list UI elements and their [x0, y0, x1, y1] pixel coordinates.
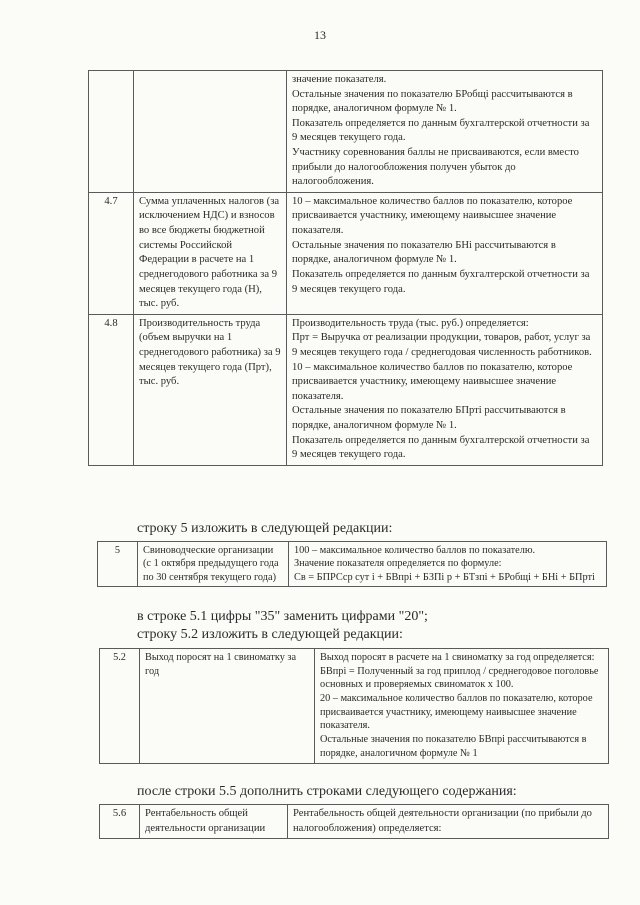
description-paragraph: Выход поросят в расчете на 1 свиноматку за год определяется:: [320, 652, 595, 663]
indicator-description: [287, 71, 603, 193]
table-row: [89, 71, 603, 193]
amendment-instruction: строку 5 изложить в следующей редакции:: [137, 521, 393, 536]
description-paragraph: Прт = Выручка от реализации продукции, товаров, работ, услуг за 9 месяцев текущего года / среднегодовая численность работников.: [292, 332, 592, 358]
description-paragraph: БВпрі = Полученный за год приплод / среднегодовое поголовье основных и проверяемых свиноматок х 100.: [320, 665, 599, 691]
description-paragraph: Остальные значения по показателю БРобщі рассчитываются в порядке, аналогичном формуле № 1.: [292, 88, 573, 115]
table-row: [89, 314, 603, 465]
indicator-name: Производительность труда (объем выручки на 1 среднегодового работника) за 9 месяцев текущего года (Прт), тыс. руб.: [134, 314, 287, 465]
indicator-description: [287, 192, 603, 314]
criteria-table-1: [88, 70, 603, 466]
description-paragraph: 100 – максимальное количество баллов по показателю.: [294, 545, 536, 556]
page-number: 13: [314, 28, 326, 42]
description-paragraph: Значение показателя определяется по формуле:: [294, 558, 502, 570]
description-paragraph: 10 – максимальное количество баллов по показателю, которое присваивается участнику, имеющему наивысшее значение показателя.: [292, 195, 573, 237]
description-paragraph: Производительность труда (тыс. руб.) определяется:: [292, 317, 529, 329]
indicator-name: Сумма уплаченных налогов (за исключением НДС) и взносов во все бюджеты бюджетной системы Российской Федерации в расчете на 1 среднегодового работника за 9 месяцев текущего года (Н), тыс. руб.: [134, 192, 287, 314]
description-paragraph: 20 – максимальное количество баллов по показателю, которое присваивается участнику, имеющему наивысшее значение показателя.: [320, 693, 593, 732]
description-paragraph: Показатель определяется по данным бухгалтерской отчетности за 9 месяцев текущего года.: [292, 434, 590, 461]
criteria-table-3: [99, 648, 609, 764]
indicator-name: [134, 71, 287, 193]
indicator-description: [315, 649, 609, 764]
indicator-description: [289, 542, 607, 587]
criteria-table-2: [97, 541, 607, 587]
amendment-instruction: строку 5.2 изложить в следующей редакции:: [137, 627, 403, 642]
indicator-name: Выход поросят на 1 свиноматку за год: [140, 649, 315, 764]
row-number: [89, 71, 134, 193]
row-number: 5.2: [100, 649, 140, 764]
table-row: [98, 542, 607, 587]
description-paragraph: Св = БПРСср сут і + БВпрі + БЗПі р + БТзпі + БРобщі + БНі + БПрті: [294, 571, 595, 583]
amendment-instruction: в строке 5.1 цифры "35" заменить цифрами "20";: [137, 609, 428, 624]
indicator-description: [287, 314, 603, 465]
description-paragraph: значение показателя.: [292, 74, 387, 85]
row-number: 5.6: [100, 805, 140, 839]
description-paragraph: Остальные значения по показателю БВпрі рассчитываются в порядке, аналогичном формуле № 1: [320, 734, 587, 759]
description-paragraph: Участнику соревнования баллы не присваиваются, если вместо прибыли до налогообложения получен убыток до налогообложения.: [292, 147, 579, 188]
indicator-description: Рентабельность общей деятельности организации (по прибыли до налогообложения) определяется:: [288, 805, 609, 839]
indicator-name: Рентабельность общей деятельности организации: [140, 805, 288, 839]
criteria-table-4: [99, 804, 609, 839]
description-paragraph: Показатель определяется по данным бухгалтерской отчетности за 9 месяцев текущего года.: [292, 117, 590, 144]
table-row: [100, 649, 609, 764]
description-paragraph: Остальные значения по показателю БПрті рассчитываются в порядке, аналогичном формуле № 1.: [292, 405, 566, 432]
table-row: [100, 805, 609, 839]
row-number: 5: [98, 542, 138, 587]
table-row: [89, 192, 603, 314]
description-paragraph: 10 – максимальное количество баллов по показателю, которое присваивается участнику, имеющему наивысшее значение показателя.: [292, 361, 573, 402]
amendment-instruction: после строки 5.5 дополнить строками следующего содержания:: [137, 784, 517, 799]
indicator-name: Свиноводческие организации (с 1 октября предыдущего года по 30 сентября текущего года): [138, 542, 289, 587]
row-number: 4.7: [89, 192, 134, 314]
description-paragraph: Остальные значения по показателю БНі рассчитываются в порядке, аналогичном формуле № 1.: [292, 239, 556, 266]
row-number: 4.8: [89, 314, 134, 465]
description-paragraph: Показатель определяется по данным бухгалтерской отчетности за 9 месяцев текущего года.: [292, 268, 590, 295]
